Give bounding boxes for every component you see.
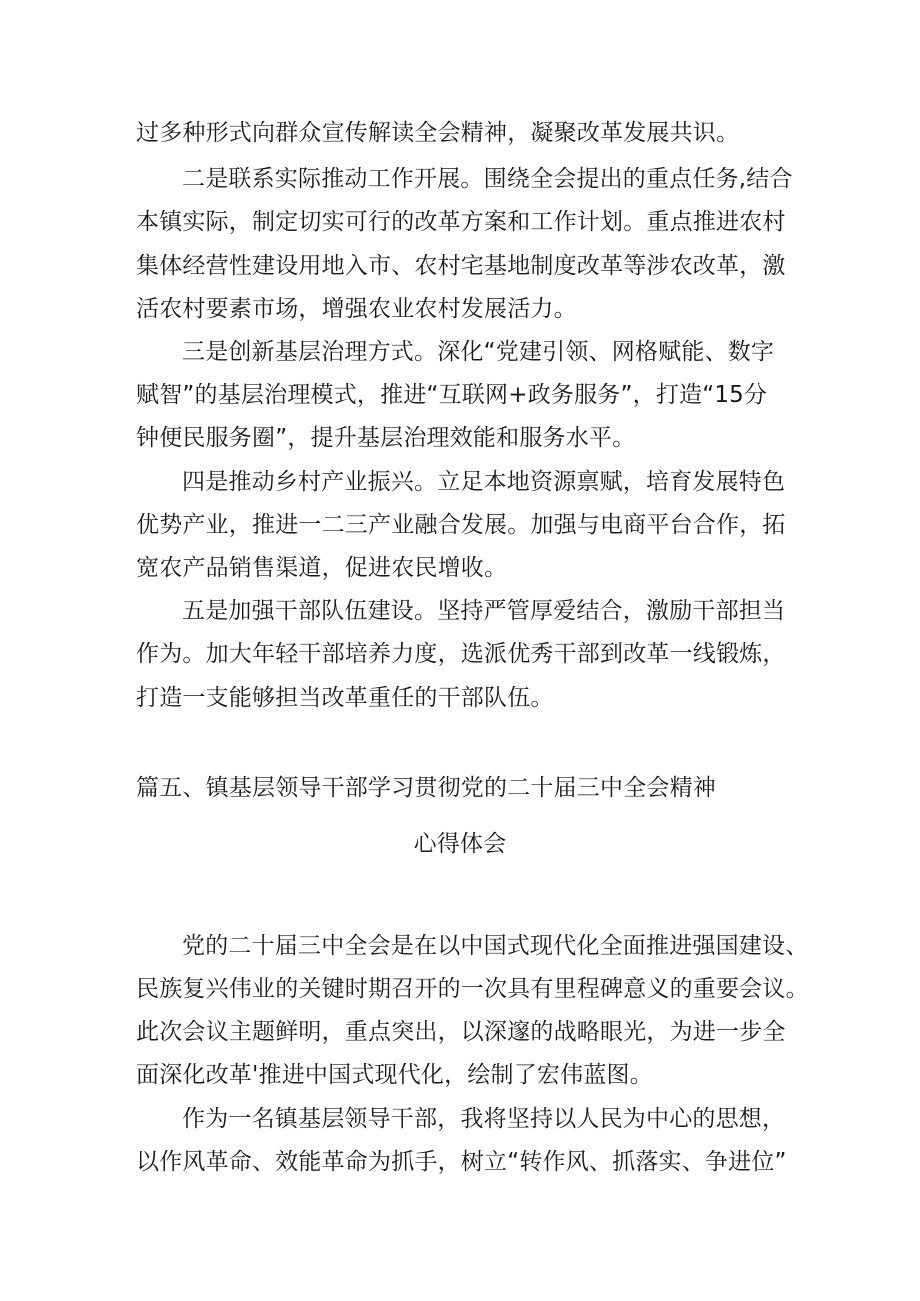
paragraph-line: 优势产业，推进一二三产业融合发展。加强与电商平台合作，拓: [136, 512, 786, 538]
paragraph-line: 党的二十届三中全会是在以中国式现代化全面推进强国建设、: [182, 933, 809, 959]
paragraph-line: 四是推动乡村产业振兴。立足本地资源禀赋，培育发展特色: [182, 469, 786, 495]
section-title: 篇五、镇基层领导干部学习贯彻党的二十届三中全会精神: [136, 775, 716, 801]
paragraph-line: 民族复兴伟业的关键时期召开的一次具有里程碑意义的重要会议。: [136, 976, 809, 1002]
paragraph-line: 作为一名镇基层领导干部，我将坚持以人民为中心的思想，: [182, 1106, 786, 1132]
paragraph-line: 此次会议主题鲜明，重点突出，以深邃的战略眼光，为进一步全: [136, 1019, 786, 1045]
paragraph-line: 集体经营性建设用地入市、农村宅基地制度改革等涉农改革，激: [136, 253, 786, 279]
paragraph-line: 宽农产品销售渠道，促进农民增收。: [136, 555, 508, 581]
paragraph-line: 以作风革命、效能革命为抓手，树立“转作风、抓落实、争进位”: [136, 1149, 787, 1175]
paragraph-line: 二是联系实际推动工作开展。围绕全会提出的重点任务,结合: [182, 166, 793, 192]
paragraph-line: 活农村要素市场，增强农业农村发展活力。: [136, 296, 577, 322]
section-subtitle: 心得体会: [413, 831, 507, 857]
paragraph-line: 作为。加大年轻干部培养力度，选派优秀干部到改革一线锻炼，: [136, 641, 786, 667]
paragraph-line: 面深化改革'推进中国式现代化，绘制了宏伟蓝图。: [136, 1062, 653, 1088]
paragraph-line: 过多种形式向群众宣传解读全会精神，凝聚改革发展共识。: [136, 120, 740, 146]
paragraph-line: 五是加强干部队伍建设。坚持严管厚爱结合，激励干部担当: [182, 598, 786, 624]
paragraph-line: 三是创新基层治理方式。深化“党建引领、网格赋能、数字: [182, 339, 775, 365]
paragraph-line: 赋智”的基层治理模式，推进“互联网+政务服务”，打造“15分: [136, 382, 768, 408]
paragraph-line: 打造一支能够担当改革重任的干部队伍。: [136, 685, 554, 711]
paragraph-line: 本镇实际，制定切实可行的改革方案和工作计划。重点推进农村: [136, 209, 786, 235]
paragraph-line: 钟便民服务圈”，提升基层治理效能和服务水平。: [136, 425, 636, 451]
